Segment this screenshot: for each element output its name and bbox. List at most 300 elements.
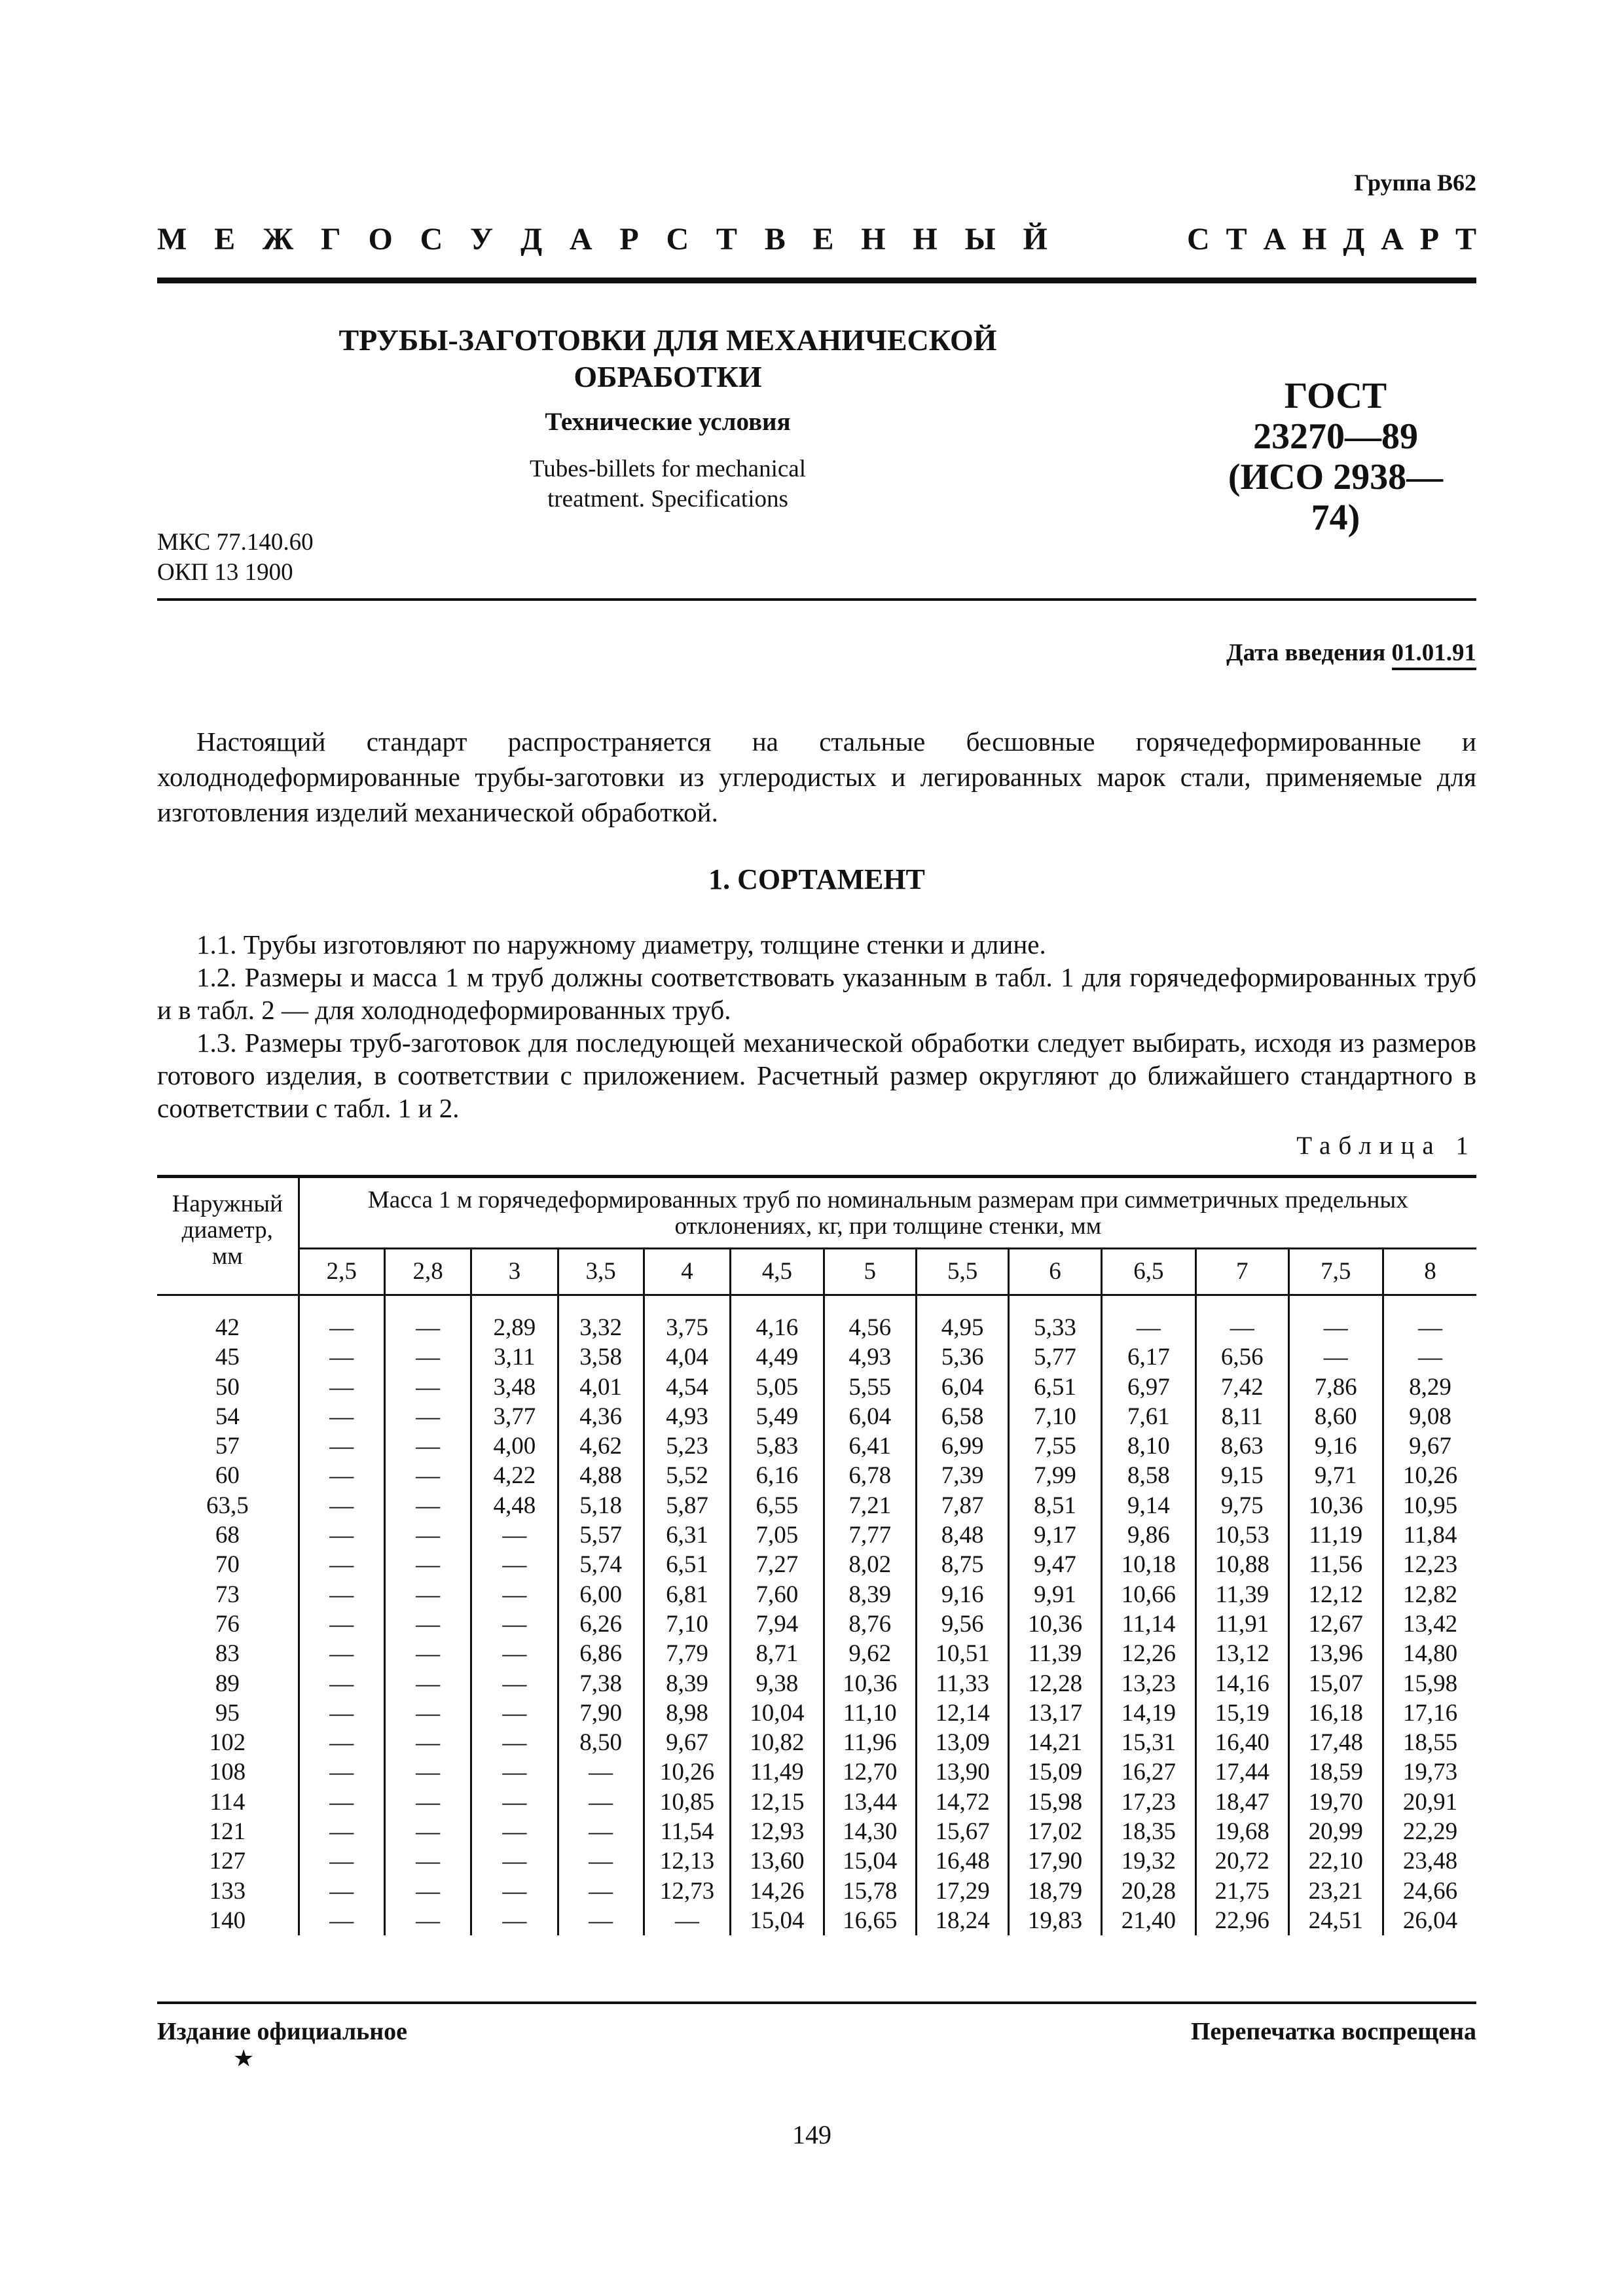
mass-cell: — [384, 1787, 471, 1817]
mass-cell: 17,02 [1009, 1817, 1101, 1846]
mass-cell: 12,12 [1288, 1580, 1383, 1609]
mass-cell: 4,88 [558, 1461, 644, 1490]
mass-cell: 8,39 [644, 1669, 730, 1698]
table-row [157, 1580, 1476, 1609]
mass-cell: 13,42 [1383, 1609, 1476, 1639]
mass-cell: 13,90 [916, 1757, 1008, 1787]
mass-cell: 4,04 [644, 1342, 730, 1372]
mass-cell: 17,48 [1288, 1728, 1383, 1757]
mass-cell: 6,31 [644, 1520, 730, 1550]
mass-cell: 11,96 [824, 1728, 916, 1757]
mass-cell: 8,50 [558, 1728, 644, 1757]
mass-cell: 7,38 [558, 1669, 644, 1698]
mass-cell: 8,39 [824, 1580, 916, 1609]
mass-cell: 19,83 [1009, 1906, 1101, 1935]
mass-cell: 6,41 [824, 1431, 916, 1461]
mass-cell: 9,67 [1383, 1431, 1476, 1461]
mass-cell: 10,66 [1101, 1580, 1195, 1609]
mass-cell: 5,36 [916, 1342, 1008, 1372]
thickness-header: 3 [471, 1249, 558, 1295]
mass-cell: — [558, 1906, 644, 1935]
date-label: Дата введения [1226, 639, 1386, 666]
mass-cell: 9,16 [916, 1580, 1008, 1609]
section-title: 1. СОРТАМЕНТ [708, 863, 925, 895]
mass-cell: 3,77 [471, 1402, 558, 1431]
mass-cell: — [299, 1491, 384, 1520]
table-row [157, 1491, 1476, 1520]
diameter-cell: 127 [209, 1848, 246, 1875]
mass-cell: 4,49 [731, 1342, 824, 1372]
mass-cell: 8,63 [1196, 1431, 1288, 1461]
mass-cell: 20,72 [1196, 1846, 1288, 1876]
mass-cell: 20,99 [1288, 1817, 1383, 1846]
table-row [157, 1372, 1476, 1402]
mass-cell: 5,18 [558, 1491, 644, 1520]
mass-cell: 22,29 [1383, 1817, 1476, 1846]
mass-cell: 11,56 [1288, 1550, 1383, 1579]
mass-cell: 5,57 [558, 1520, 644, 1550]
mass-cell: 8,71 [731, 1639, 824, 1668]
mass-cell: — [299, 1817, 384, 1846]
mass-cell: 7,87 [916, 1491, 1008, 1520]
table-row [157, 1669, 1476, 1698]
mass-cell: 9,86 [1101, 1520, 1195, 1550]
mass-cell: 18,24 [916, 1906, 1008, 1935]
mass-cell: 4,95 [916, 1295, 1008, 1343]
mass-cell: 12,70 [824, 1757, 916, 1787]
mass-cell: 9,91 [1009, 1580, 1101, 1609]
mass-cell: 18,79 [1009, 1876, 1101, 1906]
section-items [157, 928, 1476, 1124]
gost-line-2: 23270—89 [1253, 416, 1418, 457]
mass-cell: — [384, 1491, 471, 1520]
mass-cell: 10,51 [916, 1639, 1008, 1668]
mass-cell: 8,48 [916, 1520, 1008, 1550]
diameter-cell: 140 [209, 1907, 246, 1934]
thickness-header: 6 [1009, 1249, 1101, 1295]
reprint-prohibited: Перепечатка воспрещена [1190, 2018, 1476, 2045]
mass-cell: 15,67 [916, 1817, 1008, 1846]
english-title-line-1: Tubes-billets for mechanical [530, 456, 806, 482]
mass-cell: 9,62 [824, 1639, 916, 1668]
mass-cell: 5,49 [731, 1402, 824, 1431]
mass-cell: — [471, 1580, 558, 1609]
mass-cell: — [299, 1846, 384, 1876]
mass-cell: 9,71 [1288, 1461, 1383, 1490]
table-row [157, 1609, 1476, 1639]
mass-cell: 4,54 [644, 1372, 730, 1402]
thickness-header: 7,5 [1288, 1249, 1383, 1295]
mass-cell: 6,78 [824, 1461, 916, 1490]
mass-cell: 7,90 [558, 1698, 644, 1728]
table-row [157, 1639, 1476, 1668]
star-icon: ★ [233, 2045, 255, 2072]
mass-cell: 8,98 [644, 1698, 730, 1728]
mass-cell: — [384, 1580, 471, 1609]
thickness-header: 4,5 [731, 1249, 824, 1295]
mass-cell: 10,53 [1196, 1520, 1288, 1550]
mass-cell: 9,16 [1288, 1431, 1383, 1461]
mass-cell: — [299, 1639, 384, 1668]
group-code: Группа В62 [1354, 170, 1476, 196]
diameter-cell: 83 [215, 1640, 240, 1668]
mass-cell: 14,16 [1196, 1669, 1288, 1698]
mass-cell: 16,48 [916, 1846, 1008, 1876]
mass-cell: 12,67 [1288, 1609, 1383, 1639]
mass-cell: 9,38 [731, 1669, 824, 1698]
thickness-header: 2,8 [384, 1249, 471, 1295]
diameter-cell: 102 [209, 1729, 246, 1757]
document-title [314, 322, 1021, 395]
mass-cell: 17,29 [916, 1876, 1008, 1906]
mass-cell: 5,33 [1009, 1295, 1101, 1343]
mass-cell: — [471, 1728, 558, 1757]
mass-cell: 20,28 [1101, 1876, 1195, 1906]
mass-cell: 10,26 [644, 1757, 730, 1787]
gost-line-1: ГОСТ [1284, 376, 1387, 416]
mass-cell: 10,85 [644, 1787, 730, 1817]
mass-cell: 3,48 [471, 1372, 558, 1402]
mass-cell: — [384, 1295, 471, 1343]
mass-cell: 9,15 [1196, 1461, 1288, 1490]
mass-cell: 4,62 [558, 1431, 644, 1461]
mass-cell: 15,04 [731, 1906, 824, 1935]
table-row [157, 1342, 1476, 1372]
diameter-cell: 60 [215, 1462, 240, 1490]
mass-cell: — [384, 1342, 471, 1372]
diameter-cell: 70 [215, 1551, 240, 1579]
mass-cell: 14,26 [731, 1876, 824, 1906]
mass-cell: 6,99 [916, 1431, 1008, 1461]
diameter-cell: 73 [215, 1581, 240, 1608]
table-row [157, 1698, 1476, 1728]
mass-cell: — [471, 1876, 558, 1906]
mass-cell: 15,07 [1288, 1669, 1383, 1698]
mass-cell: — [1288, 1295, 1383, 1343]
mass-cell: 4,93 [824, 1342, 916, 1372]
mass-cell: 8,51 [1009, 1491, 1101, 1520]
diameter-cell: 45 [215, 1344, 240, 1371]
okp-code: ОКП 13 1900 [157, 559, 293, 586]
title-line-1: ТРУБЫ-ЗАГОТОВКИ ДЛЯ МЕХАНИЧЕСКОЙ [338, 323, 997, 357]
mass-cell: 8,75 [916, 1550, 1008, 1579]
diameter-cell: 42 [215, 1314, 240, 1341]
mass-cell: 26,04 [1383, 1906, 1476, 1935]
mass-cell: 23,48 [1383, 1846, 1476, 1876]
mass-cell: 6,51 [644, 1550, 730, 1579]
table-row [157, 1520, 1476, 1550]
mass-cell: 5,23 [644, 1431, 730, 1461]
mass-cell: — [471, 1757, 558, 1787]
table-row [157, 1402, 1476, 1431]
mass-cell: 12,93 [731, 1817, 824, 1846]
mass-cell: 19,70 [1288, 1787, 1383, 1817]
mass-cell: 8,10 [1101, 1431, 1195, 1461]
mass-cell: 10,36 [824, 1669, 916, 1698]
mass-cell: — [299, 1609, 384, 1639]
diameter-cell: 68 [215, 1522, 240, 1549]
mass-cell: 22,10 [1288, 1846, 1383, 1876]
mass-cell: 4,36 [558, 1402, 644, 1431]
mass-cell: 23,21 [1288, 1876, 1383, 1906]
item-1-3: 1.3. Размеры труб-заготовок для последующей механической обработки следует выбирать, исходя из размеров готового изделия, в соответствии с приложением. Расчетный размер округляют до ближайшего стандартного в соответствии с табл. 1 и 2. [157, 1028, 1476, 1123]
mass-cell: 12,15 [731, 1787, 824, 1817]
mass-cell: — [299, 1461, 384, 1490]
table-row [157, 1906, 1476, 1935]
mass-cell: — [299, 1580, 384, 1609]
mass-cell: 3,11 [471, 1342, 558, 1372]
english-title [314, 454, 1021, 514]
mass-cell: — [384, 1817, 471, 1846]
mass-cell: — [471, 1906, 558, 1935]
table-row [157, 1876, 1476, 1906]
mass-cell: — [299, 1372, 384, 1402]
mass-cell: 17,90 [1009, 1846, 1101, 1876]
mass-cell: 12,73 [644, 1876, 730, 1906]
mass-cell: 10,04 [731, 1698, 824, 1728]
mass-cell: 18,35 [1101, 1817, 1195, 1846]
mass-cell: 5,83 [731, 1431, 824, 1461]
diameter-cell: 95 [215, 1699, 240, 1727]
mass-cell: 16,40 [1196, 1728, 1288, 1757]
mass-cell: — [384, 1550, 471, 1579]
mass-cell: 24,51 [1288, 1906, 1383, 1935]
mass-cell: 4,00 [471, 1431, 558, 1461]
diameter-cell: 63,5 [206, 1492, 249, 1519]
mass-cell: 24,66 [1383, 1876, 1476, 1906]
diameter-cell: 89 [215, 1670, 240, 1697]
thickness-header: 5 [824, 1249, 916, 1295]
mass-cell: 18,47 [1196, 1787, 1288, 1817]
mass-cell: 12,26 [1101, 1639, 1195, 1668]
mks-code: МКС 77.140.60 [157, 529, 314, 556]
mass-cell: 4,56 [824, 1295, 916, 1343]
classification-codes [157, 528, 314, 588]
mass-cell: — [299, 1669, 384, 1698]
mass-cell: — [384, 1669, 471, 1698]
mass-cell: 7,21 [824, 1491, 916, 1520]
mass-cell: — [1288, 1342, 1383, 1372]
mass-cell: 7,10 [1009, 1402, 1101, 1431]
diameter-cell: 54 [215, 1403, 240, 1430]
mass-cell: — [299, 1295, 384, 1343]
mass-cell: — [558, 1876, 644, 1906]
mass-cell: 6,56 [1196, 1342, 1288, 1372]
mass-cell: — [471, 1520, 558, 1550]
mass-cell: 13,44 [824, 1787, 916, 1817]
date-value: 01.01.91 [1392, 639, 1477, 670]
thickness-row [157, 1249, 1476, 1295]
mass-cell: 7,39 [916, 1461, 1008, 1490]
mass-cell: 15,98 [1009, 1787, 1101, 1817]
mass-cell: 11,14 [1101, 1609, 1195, 1639]
mass-cell: — [384, 1906, 471, 1935]
mass-cell: 14,30 [824, 1817, 916, 1846]
table-body [157, 1295, 1476, 1936]
thickness-header: 2,5 [299, 1249, 384, 1295]
mass-cell: 19,68 [1196, 1817, 1288, 1846]
mass-cell: 9,75 [1196, 1491, 1288, 1520]
table-row [157, 1550, 1476, 1579]
gost-number [1205, 376, 1467, 538]
diameter-header: Наружный диаметр, мм [157, 1177, 299, 1295]
table-row [157, 1787, 1476, 1817]
mass-cell: 5,05 [731, 1372, 824, 1402]
mass-cell: 10,18 [1101, 1550, 1195, 1579]
mass-cell: 5,55 [824, 1372, 916, 1402]
mass-cell: — [384, 1402, 471, 1431]
thickness-header: 4 [644, 1249, 730, 1295]
diameter-cell: 108 [209, 1759, 246, 1786]
mass-cell: — [299, 1342, 384, 1372]
mass-cell: 13,12 [1196, 1639, 1288, 1668]
mass-cell: 6,81 [644, 1580, 730, 1609]
mass-cell: 17,16 [1383, 1698, 1476, 1728]
mass-cell: — [644, 1906, 730, 1935]
diameter-cell: 114 [210, 1788, 246, 1816]
mass-cell: — [299, 1698, 384, 1728]
mass-cell: 13,60 [731, 1846, 824, 1876]
mass-cell: — [558, 1757, 644, 1787]
mass-cell: 6,26 [558, 1609, 644, 1639]
mass-cell: — [384, 1698, 471, 1728]
mass-cell: — [299, 1431, 384, 1461]
mass-cell: 7,27 [731, 1550, 824, 1579]
mass-cell: 7,60 [731, 1580, 824, 1609]
mass-cell: — [384, 1609, 471, 1639]
table-row [157, 1817, 1476, 1846]
mass-cell: 7,05 [731, 1520, 824, 1550]
mass-cell: 9,08 [1383, 1402, 1476, 1431]
title-line-2: ОБРАБОТКИ [574, 360, 762, 393]
mass-cell: 8,29 [1383, 1372, 1476, 1402]
mass-cell: — [299, 1787, 384, 1817]
mass-cell: 4,48 [471, 1491, 558, 1520]
mass-cell: — [471, 1609, 558, 1639]
mass-cell: 11,91 [1196, 1609, 1288, 1639]
mass-cell: 4,16 [731, 1295, 824, 1343]
mass-cell: — [384, 1728, 471, 1757]
mass-cell: 19,73 [1383, 1757, 1476, 1787]
mass-cell: 7,77 [824, 1520, 916, 1550]
mass-cell: — [471, 1639, 558, 1668]
table-row [157, 1757, 1476, 1787]
mass-cell: — [384, 1639, 471, 1668]
thickness-header: 8 [1383, 1249, 1476, 1295]
mass-cell: — [1383, 1295, 1476, 1343]
mass-cell: 9,56 [916, 1609, 1008, 1639]
gost-line-3: (ИСО 2938—74) [1228, 457, 1444, 538]
mass-cell: 14,19 [1101, 1698, 1195, 1728]
mass-cell: 11,49 [731, 1757, 824, 1787]
mass-cell: — [558, 1817, 644, 1846]
mass-cell: — [299, 1906, 384, 1935]
mass-cell: 7,86 [1288, 1372, 1383, 1402]
mass-cell: 6,04 [824, 1402, 916, 1431]
mass-cell: 15,31 [1101, 1728, 1195, 1757]
mass-cell: 17,23 [1101, 1787, 1195, 1817]
mass-cell: 5,74 [558, 1550, 644, 1579]
mass-cell: 10,82 [731, 1728, 824, 1757]
mass-cell: 10,95 [1383, 1491, 1476, 1520]
mass-header: Масса 1 м горячедеформированных труб по номинальным размерам при симметричных предельных отклонениях, кг, при толщине стенки, мм [299, 1177, 1476, 1249]
table-label: Таблица 1 [1296, 1132, 1476, 1160]
diameter-cell: 133 [209, 1877, 246, 1905]
mass-cell: 11,33 [916, 1669, 1008, 1698]
thickness-header: 5,5 [916, 1249, 1008, 1295]
mass-cell: 12,23 [1383, 1550, 1476, 1579]
mass-cell: 6,86 [558, 1639, 644, 1668]
table-row [157, 1461, 1476, 1490]
mass-cell: 16,27 [1101, 1757, 1195, 1787]
item-1-1: 1.1. Трубы изготовляют по наружному диаметру, толщине стенки и длине. [196, 929, 1046, 960]
mass-cell: 12,82 [1383, 1580, 1476, 1609]
mass-cell: 8,60 [1288, 1402, 1383, 1431]
mass-cell: 7,10 [644, 1609, 730, 1639]
mass-cell: 6,55 [731, 1491, 824, 1520]
mass-cell: 8,11 [1196, 1402, 1288, 1431]
mass-cell: — [471, 1550, 558, 1579]
mass-cell: — [384, 1876, 471, 1906]
mass-cell: — [299, 1876, 384, 1906]
mass-cell: 9,67 [644, 1728, 730, 1757]
introduction-date [1226, 639, 1476, 667]
mass-cell: 15,09 [1009, 1757, 1101, 1787]
mass-cell: 10,26 [1383, 1461, 1476, 1490]
mass-cell: 9,17 [1009, 1520, 1101, 1550]
table-row [157, 1846, 1476, 1876]
mass-cell: — [299, 1728, 384, 1757]
mass-cell: — [1196, 1295, 1288, 1343]
mass-cell: 4,93 [644, 1402, 730, 1431]
mass-cell: 15,04 [824, 1846, 916, 1876]
mass-cell: 14,72 [916, 1787, 1008, 1817]
mass-cell: — [1101, 1295, 1195, 1343]
mass-cell: 6,17 [1101, 1342, 1195, 1372]
thickness-header: 3,5 [558, 1249, 644, 1295]
mass-cell: — [384, 1461, 471, 1490]
mass-cell: 7,42 [1196, 1372, 1288, 1402]
mass-cell: 11,10 [824, 1698, 916, 1728]
mass-cell: 5,52 [644, 1461, 730, 1490]
mass-cell: — [299, 1757, 384, 1787]
mass-cell: 15,78 [824, 1876, 916, 1906]
mass-cell: 15,98 [1383, 1669, 1476, 1698]
mass-cell: 13,23 [1101, 1669, 1195, 1698]
mass-cell: — [299, 1550, 384, 1579]
banner-right: С Т А Н Д А Р Т [1187, 222, 1476, 257]
english-title-line-2: treatment. Specifications [547, 486, 788, 512]
mass-cell: — [1383, 1342, 1476, 1372]
mass-cell: — [471, 1669, 558, 1698]
mass-cell: 10,88 [1196, 1550, 1288, 1579]
mass-cell: 3,58 [558, 1342, 644, 1372]
mass-cell: 11,19 [1288, 1520, 1383, 1550]
table-row [157, 1295, 1476, 1343]
mass-cell: 6,51 [1009, 1372, 1101, 1402]
mass-cell: — [384, 1431, 471, 1461]
mass-cell: 7,94 [731, 1609, 824, 1639]
mass-cell: 3,32 [558, 1295, 644, 1343]
mass-cell: 9,47 [1009, 1550, 1101, 1579]
table-row [157, 1728, 1476, 1757]
mass-cell: 4,22 [471, 1461, 558, 1490]
mass-cell: 8,02 [824, 1550, 916, 1579]
table-row [157, 1431, 1476, 1461]
mass-cell: 7,79 [644, 1639, 730, 1668]
intro-paragraph: Настоящий стандарт распространяется на стальные бесшовные горячедеформированные и холоднодеформированные трубы-заготовки из углеродистых и легированных марок стали, применяемые для изготовления изделий механической обработкой. [157, 726, 1476, 827]
mass-cell: — [471, 1787, 558, 1817]
